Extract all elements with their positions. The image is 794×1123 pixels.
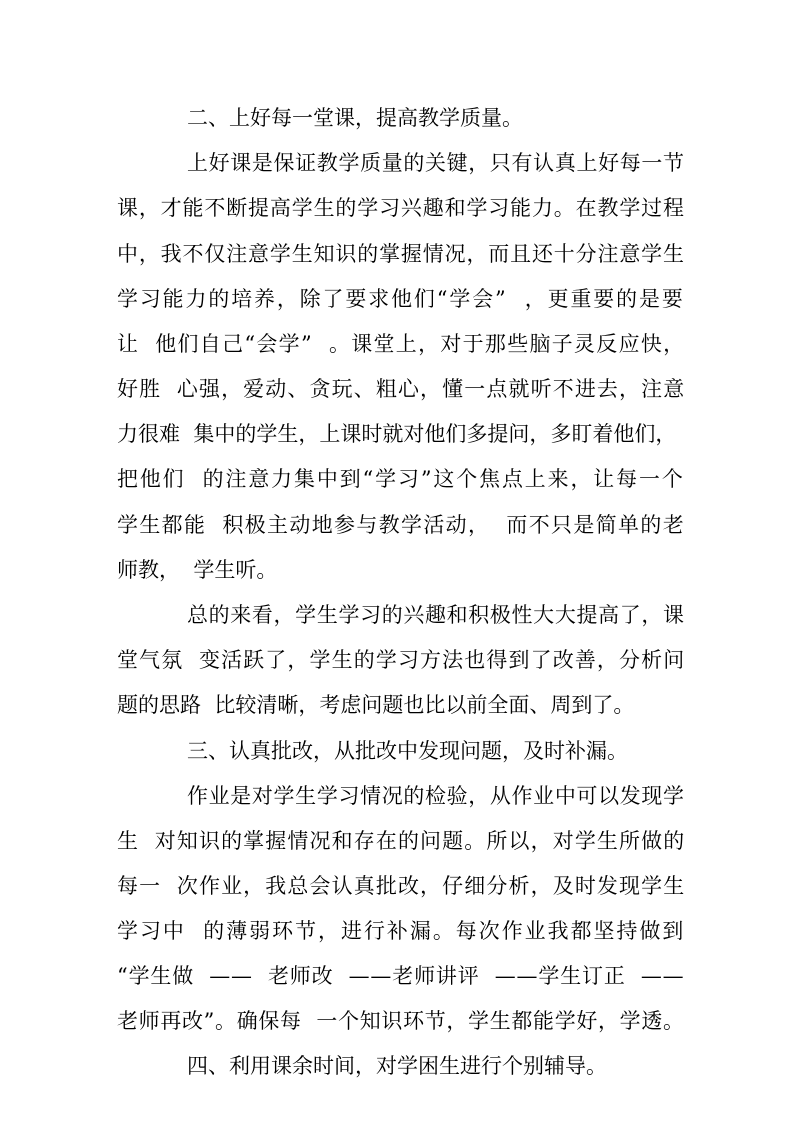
paragraph-line: 学生都能 积极主动地参与教学活动， 而不只是简单的老 xyxy=(117,513,686,537)
paragraph-line: 力很难 集中的学生，上课时就对他们多提问，多盯着他们， xyxy=(117,422,677,446)
paragraph-line: 把他们 的注意力集中到“学习”这个焦点上来，让每一个 xyxy=(117,467,685,491)
section-heading-two: 二、上好每一堂课，提高教学质量。 xyxy=(187,106,523,130)
paragraph-line: 学习中 的薄弱环节，进行补漏。每次作业我都坚持做到 xyxy=(117,919,686,943)
paragraph-line: “学生做 —— 老师改 ——老师讲评 ——学生订正 —— xyxy=(117,964,685,988)
paragraph-line: 作业是对学生学习情况的检验，从作业中可以发现学 xyxy=(187,784,685,808)
paragraph-line: 学习能力的培养，除了要求他们“学会” ，更重要的是要 xyxy=(117,287,685,311)
paragraph-line: 生 对知识的掌握情况和存在的问题。所以，对学生所做的 xyxy=(117,829,686,853)
paragraph-line: 让 他们自己“会学” 。课堂上，对于那些脑子灵反应快， xyxy=(117,332,686,356)
section-heading-four: 四、利用课余时间，对学困生进行个别辅导。 xyxy=(187,1054,607,1078)
paragraph-line: 课，才能不断提高学生的学习兴趣和学习能力。在教学过程 xyxy=(117,196,685,220)
paragraph-line: 堂气氛 变活跃了，学生的学习方法也得到了改善，分析问 xyxy=(117,648,686,672)
paragraph-line: 上好课是保证教学质量的关键，只有认真上好每一节 xyxy=(187,151,685,175)
paragraph-line: 中，我不仅注意学生知识的掌握情况，而且还十分注意学生 xyxy=(117,242,685,266)
paragraph-line: 好胜 心强，爱动、贪玩、粗心，懂一点就听不进去，注意 xyxy=(117,377,686,401)
paragraph-line: 总的来看，学生学习的兴趣和积极性大大提高了，课 xyxy=(187,603,685,627)
section-heading-three: 三、认真批改，从批改中发现问题，及时补漏。 xyxy=(187,739,628,763)
paragraph-line: 老师再改”。确保每 一个知识环节，学生都能学好，学透。 xyxy=(117,1009,685,1033)
paragraph-line: 每一 次作业，我总会认真批改，仔细分析，及时发现学生 xyxy=(117,874,686,898)
paragraph-line: 师教， 学生听。 xyxy=(117,558,278,582)
paragraph-line: 题的思路 比较清晰，考虑问题也比以前全面、周到了。 xyxy=(117,693,635,717)
